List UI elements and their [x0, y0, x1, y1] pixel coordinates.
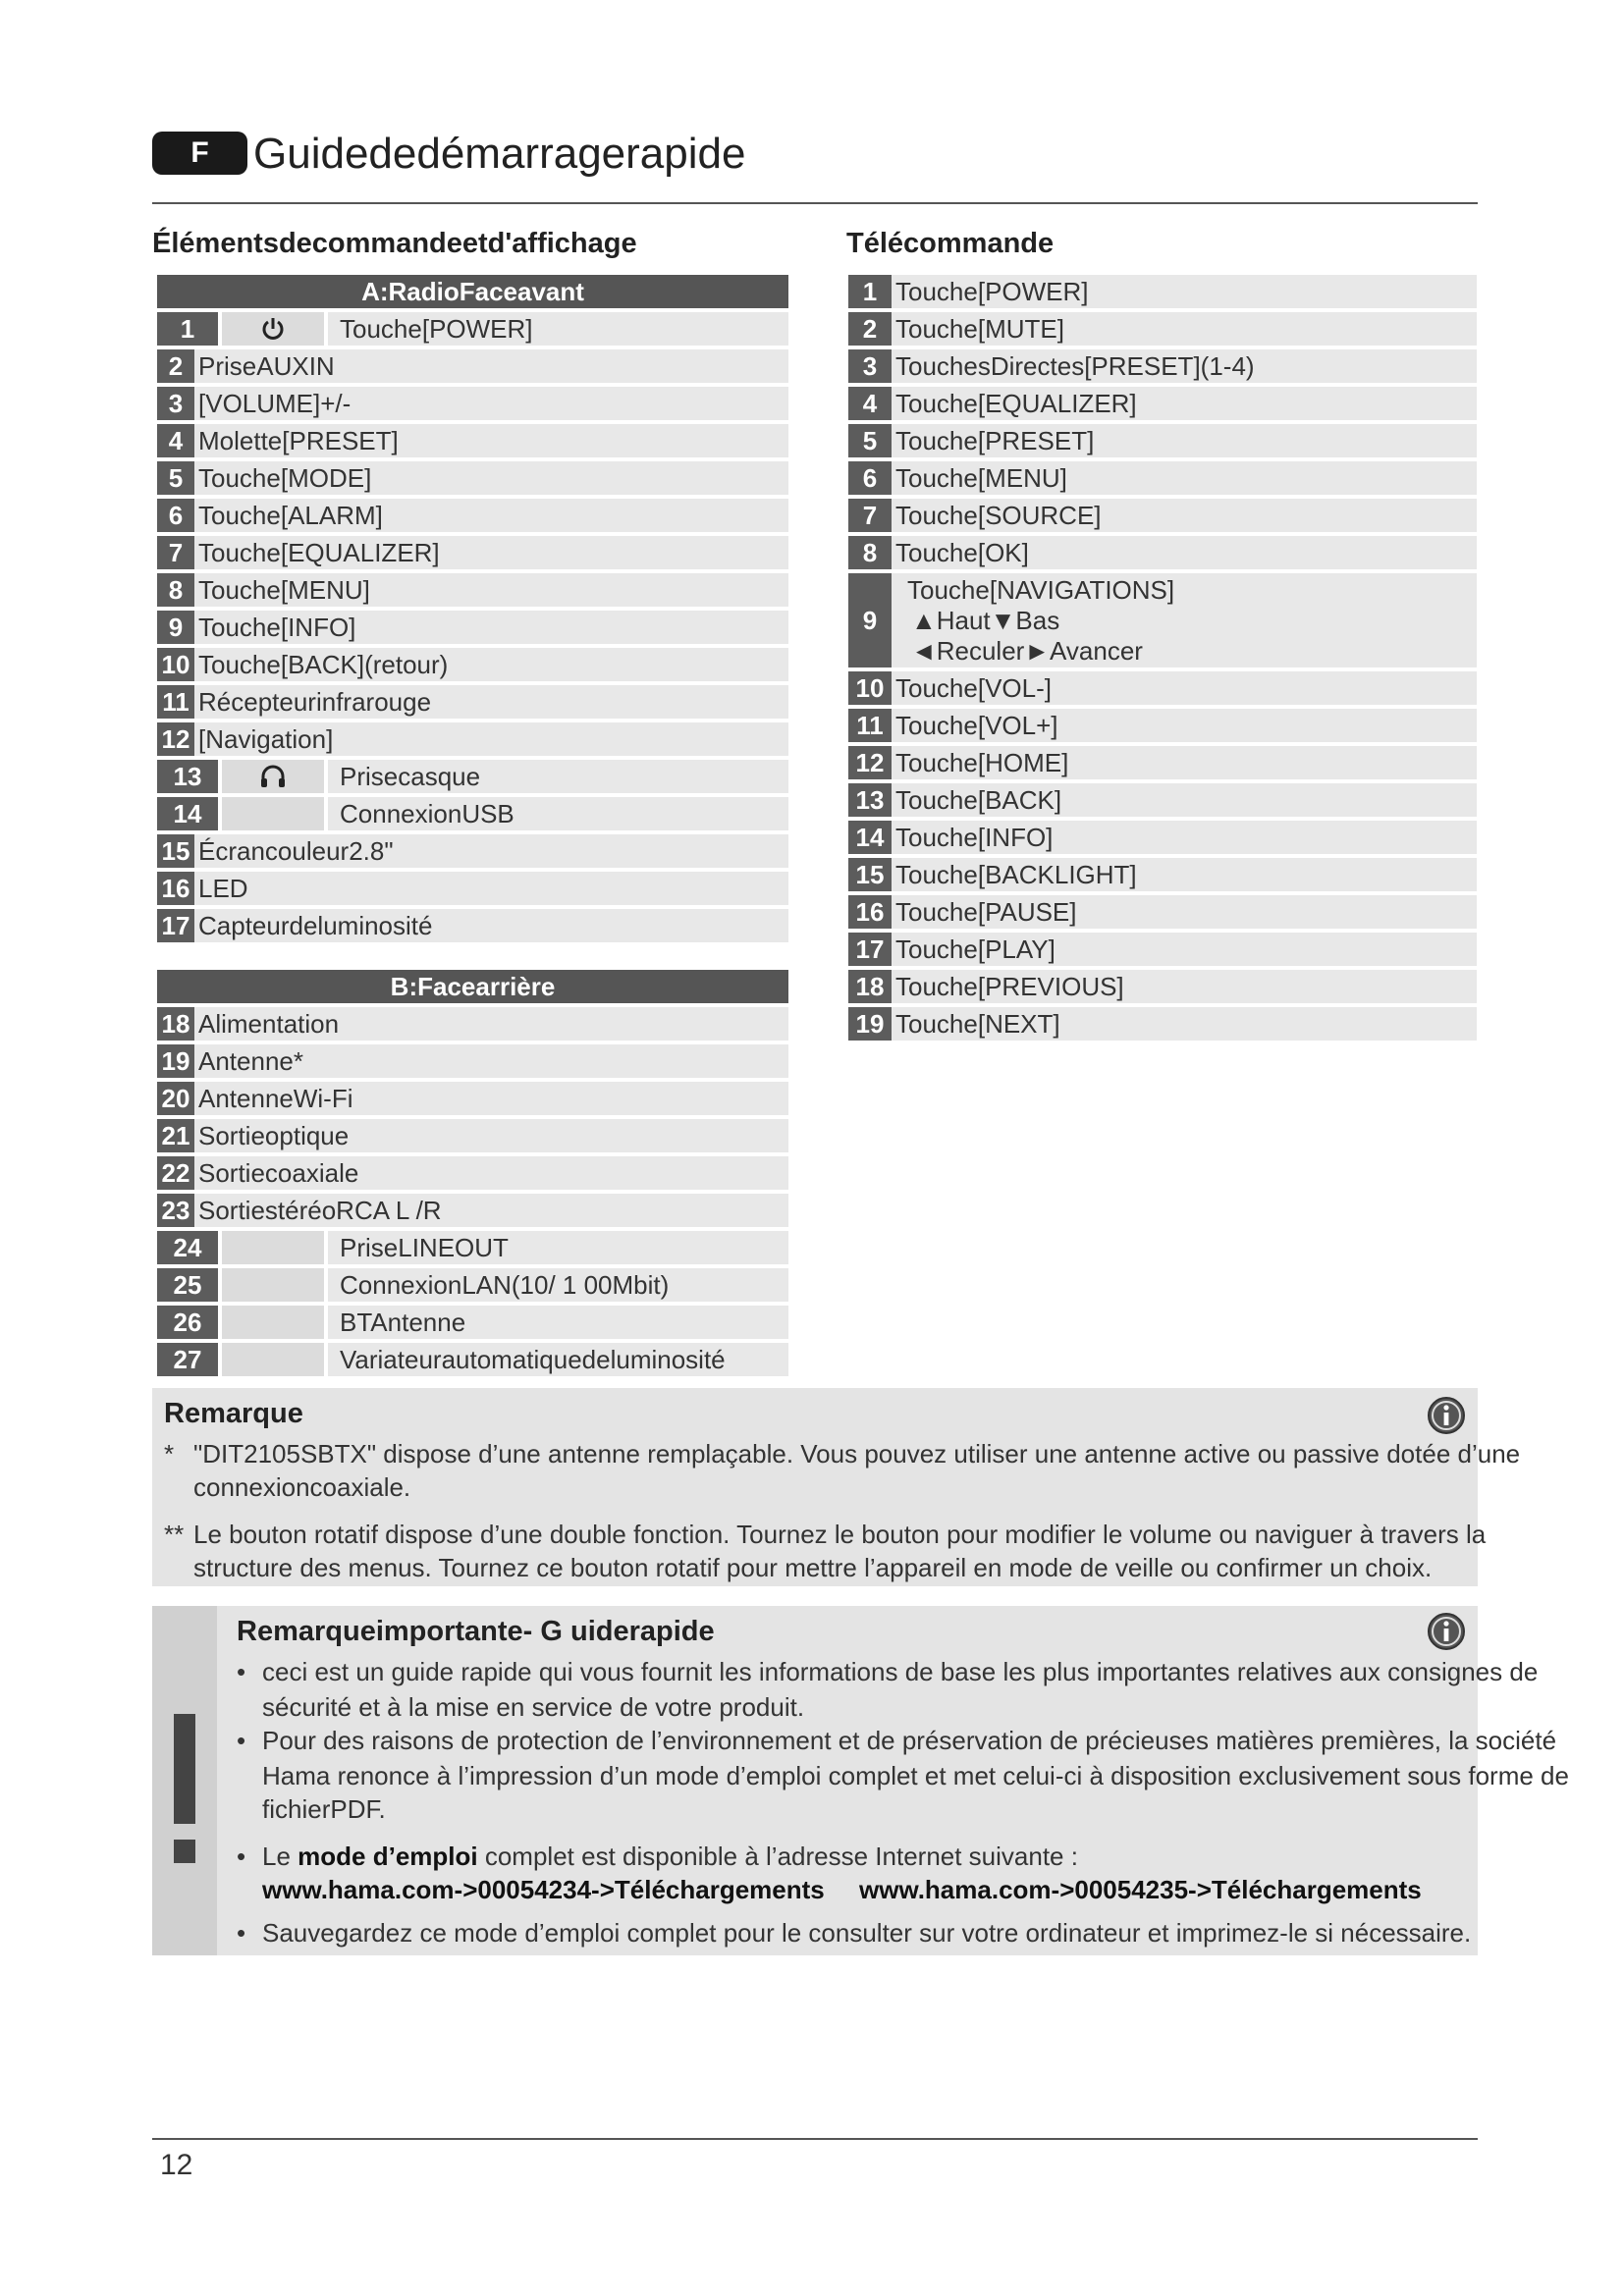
front-panel-number: 4: [157, 424, 194, 457]
front-panel-label: [194, 424, 788, 457]
rear-panel-label-text: PriseLINEOUT: [340, 1232, 509, 1262]
rear-panel-row: [157, 1268, 788, 1302]
rear-panel-label-text: Sortieoptique: [198, 1120, 350, 1150]
rear-panel-row: [157, 1231, 788, 1264]
important-b1b: sécurité et à la mise en service de votre produit.: [262, 1692, 805, 1722]
language-badge: F: [152, 132, 247, 175]
rear-panel-number: 26: [157, 1306, 218, 1339]
remote-row: [848, 933, 1477, 966]
front-panel-row: [157, 797, 788, 830]
controls-heading: Élémentsdecommandeetd'affichage: [152, 228, 637, 259]
front-panel-number: 5: [157, 461, 194, 495]
rear-panel-label-text: BTAntenne: [340, 1307, 466, 1337]
download-link-1[interactable]: www.hama.com->00054234->Téléchargements: [262, 1875, 825, 1904]
remote-row: [848, 1007, 1477, 1041]
rear-panel-label-text: ConnexionLAN(10/ 1 00Mbit): [340, 1269, 670, 1300]
important-b2a: Pour des raisons de protection de l’environnement et de préservation de précieuses matières premières, la société: [262, 1726, 1557, 1755]
front-panel-label-text: Touche[INFO]: [198, 612, 356, 642]
table-b-title: B:Facearrière: [157, 970, 788, 1003]
remote-row: [848, 858, 1477, 891]
remote-label: [892, 895, 1477, 929]
remote-row: [848, 387, 1477, 420]
rear-panel-number: 23: [157, 1194, 194, 1227]
note-text-1a: "DIT2105SBTX" dispose d’une antenne remplaçable. Vous pouvez utiliser une antenne active ou passive dotée d’une: [193, 1439, 1521, 1468]
remote-label: [892, 349, 1477, 383]
remote-number: 3: [848, 349, 892, 383]
rear-panel-row: [157, 1044, 788, 1078]
remote-number: 1: [848, 275, 892, 308]
rear-panel-number: 21: [157, 1119, 194, 1152]
rear-panel-label: [194, 1156, 788, 1190]
rear-panel-label: [328, 1268, 788, 1302]
important-b3-pre: Le: [262, 1842, 298, 1871]
front-panel-number: 6: [157, 499, 194, 532]
remote-label: [892, 312, 1477, 346]
exclamation-icon: [152, 1606, 217, 1955]
remote-number: 10: [848, 671, 892, 705]
remote-number: 17: [848, 933, 892, 966]
power-icon: [222, 312, 324, 346]
remote-row: [848, 671, 1477, 705]
front-panel-label-text: PriseAUXIN: [198, 350, 335, 381]
header-divider: [152, 202, 1478, 204]
front-panel-row: [157, 536, 788, 569]
remote-label: [892, 858, 1477, 891]
rear-panel-row: [157, 1119, 788, 1152]
remote-heading: Télécommande: [846, 228, 1055, 259]
remote-number: 2: [848, 312, 892, 346]
bullet-dot: •: [237, 1657, 246, 1686]
rear-panel-number: 22: [157, 1156, 194, 1190]
remote-label-text: Touche[HOME]: [895, 747, 1069, 777]
front-panel-number: 7: [157, 536, 194, 569]
remote-label-line3: ◄Reculer►Avancer: [911, 635, 1143, 666]
rear-panel-label: [328, 1231, 788, 1264]
rear-panel-number: 24: [157, 1231, 218, 1264]
front-panel-number: 2: [157, 349, 194, 383]
download-link-2[interactable]: www.hama.com->00054235->Téléchargements: [859, 1875, 1422, 1904]
front-panel-number: 13: [157, 760, 218, 793]
front-panel-number: 3: [157, 387, 194, 420]
remote-label: [892, 461, 1477, 495]
front-panel-label-text: Touche[POWER]: [340, 313, 533, 344]
page-header: [152, 126, 1478, 204]
front-panel-row: [157, 499, 788, 532]
front-panel-row: [157, 648, 788, 681]
remote-label: [892, 671, 1477, 705]
remote-row: [848, 275, 1477, 308]
remote-label: [892, 933, 1477, 966]
remote-number: 9: [848, 573, 892, 667]
rear-panel-label-text: Alimentation: [198, 1008, 340, 1039]
rear-panel-label: [194, 1119, 788, 1152]
remote-number: 12: [848, 746, 892, 779]
note-title: Remarque: [164, 1398, 303, 1429]
front-panel-number: 12: [157, 722, 194, 756]
rear-panel-row: [157, 1156, 788, 1190]
note-text-2b: structure des menus. Tournez ce bouton rotatif pour mettre l’appareil en mode de veille ou confirmer un choix.: [193, 1553, 1433, 1582]
front-panel-label: [328, 312, 788, 346]
front-panel-label: [194, 685, 788, 719]
rear-panel-label-text: SortiestéréoRCA L /R: [198, 1195, 442, 1225]
front-panel-label: [194, 387, 788, 420]
front-panel-number: 8: [157, 573, 194, 607]
page-number: 12: [160, 2149, 193, 2181]
front-panel-label-text: Capteurdeluminosité: [198, 910, 433, 940]
page-title: Guidededémarragerapide: [253, 130, 746, 178]
remote-row: [848, 461, 1477, 495]
remote-table: [848, 275, 1477, 1044]
important-b3-post: complet est disponible à l’adresse Internet suivante :: [477, 1842, 1078, 1871]
bullet-dot: •: [237, 1842, 246, 1871]
remote-label-text: TouchesDirectes[PRESET](1-4): [895, 350, 1255, 381]
note-text-1b: connexioncoaxiale.: [193, 1472, 411, 1502]
remote-label-text: Touche[BACKLIGHT]: [895, 859, 1137, 889]
lan-icon: [222, 1268, 324, 1302]
rear-panel-number: 27: [157, 1343, 218, 1376]
rear-panel-row: [157, 1194, 788, 1227]
important-b4: Sauvegardez ce mode d’emploi complet pour le consulter sur votre ordinateur et imprimez-le si nécessaire.: [262, 1918, 1472, 1948]
front-panel-label: [194, 834, 788, 868]
front-panel-label-text: [VOLUME]+/-: [198, 388, 352, 418]
front-panel-row: [157, 685, 788, 719]
rear-panel-label-text: Antenne*: [198, 1045, 303, 1076]
bullet-dot: •: [237, 1726, 246, 1755]
front-panel-row: [157, 611, 788, 644]
important-b2b: Hama renonce à l’impression d’un mode d’emploi complet et met celui-ci à disposition exclusivement sous forme de: [262, 1761, 1569, 1790]
remote-row: [848, 536, 1477, 569]
front-panel-row: [157, 909, 788, 942]
front-panel-label: [194, 349, 788, 383]
front-panel-number: 16: [157, 872, 194, 905]
front-panel-label: [194, 461, 788, 495]
remote-label-text: Touche[NEXT]: [895, 1008, 1060, 1039]
remote-label-text: Touche[OK]: [895, 537, 1029, 567]
remote-label-text: Touche[PREVIOUS]: [895, 971, 1124, 1001]
remote-label: [892, 709, 1477, 742]
warning-sidebar: [152, 1606, 217, 1955]
remote-label: [892, 275, 1477, 308]
rear-panel-label-text: Sortiecoaxiale: [198, 1157, 359, 1188]
front-panel-label: [194, 536, 788, 569]
rear-panel-table: [157, 970, 788, 1380]
remote-label: [892, 499, 1477, 532]
front-panel-label: [194, 573, 788, 607]
front-panel-number: 15: [157, 834, 194, 868]
remote-label-text: Touche[VOL-]: [895, 672, 1052, 703]
front-panel-label: [194, 722, 788, 756]
remote-label-text: Touche[NAVIGATIONS]: [907, 574, 1175, 605]
front-panel-table: [157, 275, 788, 946]
front-panel-row: [157, 872, 788, 905]
front-panel-number: 10: [157, 648, 194, 681]
front-panel-row: [157, 349, 788, 383]
front-panel-label: [328, 797, 788, 830]
front-panel-number: 11: [157, 685, 194, 719]
remote-row: [848, 746, 1477, 779]
front-panel-label: [194, 909, 788, 942]
bt-antenna-icon: [222, 1306, 324, 1339]
front-panel-label-text: Récepteurinfrarouge: [198, 686, 432, 717]
remote-label: [892, 387, 1477, 420]
remote-label-text: Touche[EQUALIZER]: [895, 388, 1137, 418]
remote-number: 5: [848, 424, 892, 457]
remote-row: [848, 573, 1477, 667]
rear-panel-label-text: AntenneWi-Fi: [198, 1083, 353, 1113]
remote-label-text: Touche[INFO]: [895, 822, 1054, 852]
remote-row: [848, 709, 1477, 742]
remote-label: [892, 536, 1477, 569]
remote-label: [892, 821, 1477, 854]
front-panel-label-text: Touche[MODE]: [198, 462, 372, 493]
rear-panel-number: 18: [157, 1007, 194, 1041]
remote-label: [892, 573, 1477, 667]
remote-label-text: Touche[POWER]: [895, 276, 1089, 306]
light-sensor-icon: [222, 1343, 324, 1376]
bullet-dot: •: [237, 1918, 246, 1948]
remote-row: [848, 312, 1477, 346]
important-b1a: ceci est un guide rapide qui vous fournit les informations de base les plus importantes relatives aux consignes de: [262, 1657, 1539, 1686]
important-b2c: fichierPDF.: [262, 1794, 386, 1824]
remote-number: 16: [848, 895, 892, 929]
remote-number: 4: [848, 387, 892, 420]
info-icon: [1427, 1612, 1466, 1651]
remote-label: [892, 1007, 1477, 1041]
note-marker-1: *: [164, 1439, 175, 1468]
front-panel-label-text: Touche[EQUALIZER]: [198, 537, 440, 567]
table-a-title: A:RadioFaceavant: [157, 275, 788, 308]
remote-label-text: Touche[SOURCE]: [895, 500, 1102, 530]
remote-number: 6: [848, 461, 892, 495]
remote-number: 7: [848, 499, 892, 532]
rear-panel-row: [157, 1007, 788, 1041]
remote-row: [848, 783, 1477, 817]
important-b3: [262, 1840, 1078, 1873]
front-panel-label: [194, 648, 788, 681]
footer-divider: [152, 2138, 1478, 2140]
remote-label-text: Touche[PRESET]: [895, 425, 1095, 455]
remote-label-text: Touche[PAUSE]: [895, 896, 1077, 927]
rear-panel-label: [328, 1343, 788, 1376]
front-panel-number: 14: [157, 797, 218, 830]
front-panel-label: [194, 499, 788, 532]
remote-label: [892, 970, 1477, 1003]
rear-panel-row: [157, 1343, 788, 1376]
rear-panel-label: [328, 1306, 788, 1339]
front-panel-row: [157, 461, 788, 495]
remote-row: [848, 970, 1477, 1003]
rear-panel-number: 20: [157, 1082, 194, 1115]
remote-label-text: Touche[PLAY]: [895, 934, 1056, 964]
front-panel-label-text: [Navigation]: [198, 723, 334, 754]
headphones-icon: [222, 760, 324, 793]
remote-label: [892, 746, 1477, 779]
remote-label-line2: ▲Haut▼Bas: [911, 605, 1060, 635]
remote-label: [892, 424, 1477, 457]
remote-row: [848, 895, 1477, 929]
important-title: Remarqueimportante- G uiderapide: [237, 1616, 715, 1647]
usb-icon: [222, 797, 324, 830]
front-panel-label-text: Touche[BACK](retour): [198, 649, 449, 679]
rear-panel-row: [157, 1306, 788, 1339]
front-panel-row: [157, 834, 788, 868]
remote-label-text: Touche[MUTE]: [895, 313, 1064, 344]
rear-panel-number: 25: [157, 1268, 218, 1302]
front-panel-number: 9: [157, 611, 194, 644]
front-panel-label-text: Écrancouleur2.8": [198, 835, 394, 866]
remote-label-text: Touche[BACK]: [895, 784, 1062, 815]
remote-label: [892, 783, 1477, 817]
front-panel-row: [157, 387, 788, 420]
front-panel-label: [328, 760, 788, 793]
important-b3-bold: mode d’emploi: [298, 1842, 478, 1871]
rear-panel-row: [157, 1082, 788, 1115]
rear-panel-label: [194, 1007, 788, 1041]
remote-label-text: Touche[VOL+]: [895, 710, 1058, 740]
line-out-icon: [222, 1231, 324, 1264]
remote-row: [848, 424, 1477, 457]
front-panel-label-text: ConnexionUSB: [340, 798, 514, 828]
remote-label-text: Touche[MENU]: [895, 462, 1067, 493]
rear-panel-label-text: Variateurautomatiquedeluminosité: [340, 1344, 726, 1374]
remote-row: [848, 821, 1477, 854]
front-panel-number: 1: [157, 312, 218, 346]
rear-panel-label: [194, 1082, 788, 1115]
front-panel-row: [157, 573, 788, 607]
remote-row: [848, 499, 1477, 532]
front-panel-row: [157, 424, 788, 457]
remote-number: 19: [848, 1007, 892, 1041]
front-panel-label-text: LED: [198, 873, 248, 903]
remote-row: [848, 349, 1477, 383]
note-text-2a: Le bouton rotatif dispose d’une double fonction. Tournez le bouton pour modifier le volume ou naviguer à travers la: [193, 1520, 1487, 1549]
remote-number: 14: [848, 821, 892, 854]
front-panel-label-text: Molette[PRESET]: [198, 425, 399, 455]
front-panel-label-text: Touche[ALARM]: [198, 500, 383, 530]
remote-number: 13: [848, 783, 892, 817]
rear-panel-label: [194, 1044, 788, 1078]
rear-panel-label: [194, 1194, 788, 1227]
note-box: [152, 1388, 1521, 1586]
remote-number: 8: [848, 536, 892, 569]
front-panel-label-text: Touche[MENU]: [198, 574, 370, 605]
front-panel-number: 17: [157, 909, 194, 942]
remote-number: 15: [848, 858, 892, 891]
front-panel-label-text: Prisecasque: [340, 761, 481, 791]
info-icon: [1427, 1396, 1466, 1435]
remote-number: 18: [848, 970, 892, 1003]
front-panel-label: [194, 872, 788, 905]
front-panel-row: [157, 312, 788, 346]
front-panel-row: [157, 760, 788, 793]
remote-number: 11: [848, 709, 892, 742]
front-panel-label: [194, 611, 788, 644]
rear-panel-number: 19: [157, 1044, 194, 1078]
front-panel-row: [157, 722, 788, 756]
important-box: [152, 1606, 1569, 1955]
note-marker-2: **: [164, 1520, 185, 1549]
